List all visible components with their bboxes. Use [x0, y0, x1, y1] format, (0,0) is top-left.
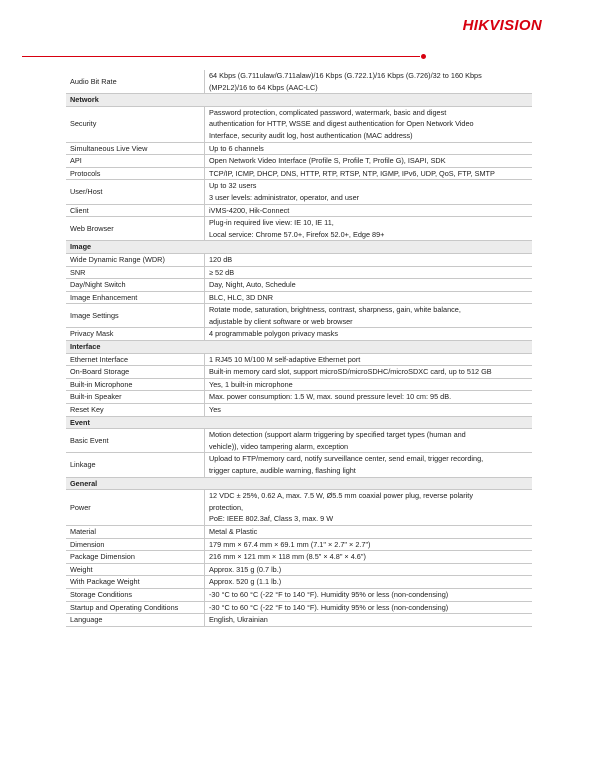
spec-label: API	[66, 155, 205, 168]
spec-value	[205, 266, 533, 279]
spec-label: Material	[66, 525, 205, 538]
spec-value-line: Yes, 1 built-in microphone	[209, 379, 293, 389]
spec-label: Ethernet Interface	[66, 353, 205, 366]
spec-row	[66, 366, 532, 379]
spec-value	[205, 453, 533, 477]
spec-value-line: -30 °C to 60 °C (-22 °F to 140 °F). Humidity 95% or less (non-condensing)	[209, 589, 449, 599]
spec-value	[205, 217, 533, 241]
spec-row	[66, 576, 532, 589]
spec-value-line: Password protection, complicated password, watermark, basic and digest	[209, 107, 447, 117]
section-header	[66, 241, 532, 254]
spec-value	[205, 391, 533, 404]
spec-value-line: trigger capture, audible warning, flashing light	[209, 466, 356, 475]
spec-value-line: Rotate mode, saturation, brightness, contrast, sharpness, gain, white balance,	[209, 305, 461, 315]
spec-value	[205, 378, 533, 391]
spec-label: Power	[66, 490, 205, 526]
spec-value-line: Local service: Chrome 57.0+, Firefox 52.0+, Edge 89+	[209, 229, 385, 239]
spec-label: Client	[66, 204, 205, 217]
spec-value-line: PoE: IEEE 802.3af, Class 3, max. 9 W	[209, 514, 334, 524]
spec-row	[66, 180, 532, 204]
spec-value	[205, 601, 533, 614]
spec-table	[66, 70, 532, 627]
spec-row	[66, 404, 532, 417]
spec-value	[205, 563, 533, 576]
spec-label: SNR	[66, 266, 205, 279]
spec-label: Storage Conditions	[66, 588, 205, 601]
spec-value	[205, 576, 533, 589]
header-rule	[22, 56, 420, 57]
spec-value-line: ≥ 52 dB	[209, 267, 235, 277]
spec-row	[66, 538, 532, 551]
spec-value	[205, 180, 533, 204]
spec-value-line: Approx. 315 g (0.7 lb.)	[209, 564, 282, 574]
spec-row	[66, 429, 532, 453]
spec-value-line: Up to 32 users	[209, 181, 257, 191]
spec-row	[66, 551, 532, 564]
spec-value-line: adjustable by client software or web browser	[209, 316, 353, 326]
spec-value-line: English, Ukrainian	[209, 615, 268, 625]
spec-row	[66, 525, 532, 538]
spec-row	[66, 106, 532, 142]
spec-value-line: authentication for HTTP, WSSE and digest authentication for Open Network Video	[209, 119, 474, 129]
spec-value	[205, 106, 533, 142]
spec-value	[205, 167, 533, 180]
section-header	[66, 94, 532, 107]
spec-row	[66, 279, 532, 292]
spec-value-line: 179 mm × 67.4 mm × 69.1 mm (7.1" × 2.7" × 2.7")	[209, 539, 371, 549]
spec-label: Image Enhancement	[66, 291, 205, 304]
spec-value-line: Plug-in required live view: IE 10, IE 11,	[209, 218, 334, 228]
spec-value	[205, 525, 533, 538]
spec-value-line: 3 user levels: administrator, operator, and user	[209, 192, 360, 202]
spec-value-line: 1 RJ45 10 M/100 M self-adaptive Ethernet port	[209, 354, 361, 364]
spec-value-line: Metal & Plastic	[209, 526, 258, 536]
spec-value-line: Open Network Video Interface (Profile S, Profile T, Profile G), ISAPI, SDK	[209, 156, 446, 166]
spec-value	[205, 429, 533, 453]
spec-row	[66, 614, 532, 627]
section-title: Network	[66, 94, 532, 107]
section-header	[66, 341, 532, 354]
spec-label: Day/Night Switch	[66, 279, 205, 292]
spec-value	[205, 253, 533, 266]
spec-label: Weight	[66, 563, 205, 576]
spec-row	[66, 167, 532, 180]
spec-row	[66, 601, 532, 614]
spec-row	[66, 204, 532, 217]
header-rule-dot	[421, 54, 426, 59]
spec-value-line: vehicle)), video tampering alarm, exception	[209, 441, 349, 451]
spec-value	[205, 538, 533, 551]
section-title: Event	[66, 416, 532, 429]
spec-label: Reset Key	[66, 404, 205, 417]
section-header	[66, 477, 532, 490]
spec-value-line: protection,	[209, 502, 244, 512]
spec-value-line: Upload to FTP/memory card, notify surveillance center, send email, trigger recording,	[209, 454, 484, 464]
spec-value	[205, 204, 533, 217]
spec-row	[66, 266, 532, 279]
spec-value-line: 216 mm × 121 mm × 118 mm (8.5" × 4.8" × 4.6")	[209, 552, 366, 562]
spec-row	[66, 453, 532, 477]
spec-label: User/Host	[66, 180, 205, 204]
spec-value-line: Approx. 520 g (1.1 lb.)	[209, 577, 282, 587]
spec-value	[205, 155, 533, 168]
spec-row	[66, 490, 532, 526]
spec-row	[66, 142, 532, 155]
spec-value-line: Max. power consumption: 1.5 W, max. sound pressure level: 10 cm: 95 dB.	[209, 392, 452, 402]
spec-value	[205, 291, 533, 304]
spec-label: Linkage	[66, 453, 205, 477]
spec-row	[66, 70, 532, 94]
hikvision-logo: HIKVISION	[462, 17, 542, 34]
spec-value-line: TCP/IP, ICMP, DHCP, DNS, HTTP, RTP, RTSP, NTP, IGMP, IPv6, UDP, QoS, FTP, SMTP	[209, 168, 495, 178]
spec-value-line: Built-in memory card slot, support microSD/microSDHC/microSDXC card, up to 512 GB	[209, 367, 492, 377]
spec-value-line: (MP2L2)/16 to 64 Kbps (AAC-LC)	[209, 82, 318, 92]
spec-value	[205, 279, 533, 292]
spec-label: Language	[66, 614, 205, 627]
spec-value	[205, 142, 533, 155]
spec-label: Wide Dynamic Range (WDR)	[66, 253, 205, 266]
spec-row	[66, 563, 532, 576]
spec-label: Built-in Speaker	[66, 391, 205, 404]
spec-row	[66, 304, 532, 328]
spec-label: Privacy Mask	[66, 328, 205, 341]
spec-label: Image Settings	[66, 304, 205, 328]
spec-value	[205, 551, 533, 564]
spec-value-line: 64 Kbps (G.711ulaw/G.711alaw)/16 Kbps (G.722.1)/16 Kbps (G.726)/32 to 160 Kbps	[209, 71, 482, 80]
spec-label: On-Board Storage	[66, 366, 205, 379]
spec-label: Security	[66, 106, 205, 142]
spec-label: Built-in Microphone	[66, 378, 205, 391]
spec-label: Web Browser	[66, 217, 205, 241]
spec-value-line: Day, Night, Auto, Schedule	[209, 280, 296, 290]
spec-label: With Package Weight	[66, 576, 205, 589]
spec-label: Audio Bit Rate	[66, 70, 205, 94]
spec-value-line: Motion detection (support alarm triggering by specified target types (human and	[209, 430, 466, 440]
spec-row	[66, 353, 532, 366]
spec-row	[66, 217, 532, 241]
spec-row	[66, 391, 532, 404]
spec-label: Protocols	[66, 167, 205, 180]
spec-value	[205, 353, 533, 366]
spec-row	[66, 588, 532, 601]
spec-value-line: -30 °C to 60 °C (-22 °F to 140 °F). Humidity 95% or less (non-condensing)	[209, 602, 449, 612]
spec-label: Basic Event	[66, 429, 205, 453]
spec-label: Dimension	[66, 538, 205, 551]
spec-value-line: 12 VDC ± 25%, 0.62 A, max. 7.5 W, Ø5.5 mm coaxial power plug, reverse polarity	[209, 491, 473, 501]
spec-label: Package Dimension	[66, 551, 205, 564]
section-title: General	[66, 477, 532, 490]
spec-value-line: 120 dB	[209, 254, 233, 264]
spec-label: Startup and Operating Conditions	[66, 601, 205, 614]
spec-value	[205, 328, 533, 341]
spec-value	[205, 70, 533, 94]
spec-row	[66, 291, 532, 304]
spec-value-line: Interface, security audit log, host authentication (MAC address)	[209, 130, 413, 140]
section-title: Interface	[66, 341, 532, 354]
spec-row	[66, 328, 532, 341]
spec-value	[205, 614, 533, 627]
spec-value	[205, 588, 533, 601]
spec-value-line: Yes	[209, 405, 221, 415]
spec-value	[205, 366, 533, 379]
spec-value	[205, 404, 533, 417]
spec-row	[66, 253, 532, 266]
spec-row	[66, 378, 532, 391]
spec-value-line: iVMS-4200, Hik-Connect	[209, 205, 290, 215]
spec-value	[205, 304, 533, 328]
spec-value	[205, 490, 533, 526]
section-title: Image	[66, 241, 532, 254]
spec-value-line: 4 programmable polygon privacy masks	[209, 329, 338, 339]
spec-label: Simultaneous Live View	[66, 142, 205, 155]
spec-value-line: BLC, HLC, 3D DNR	[209, 292, 274, 302]
section-header	[66, 416, 532, 429]
spec-row	[66, 155, 532, 168]
spec-value-line: Up to 6 channels	[209, 143, 264, 153]
